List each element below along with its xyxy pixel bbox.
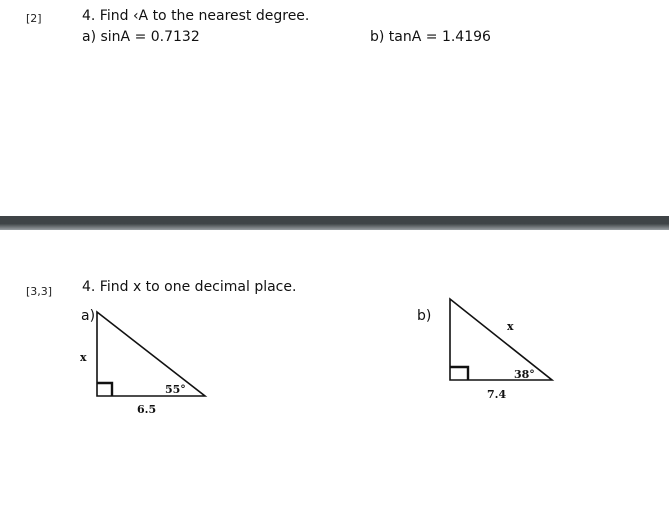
- marks-top: [2]: [26, 12, 42, 25]
- triangle-a-angle-label: 55°: [165, 383, 186, 396]
- triangle-a-side-label: x: [80, 351, 87, 364]
- part-b-tan: b) tanA = 1.4196: [370, 29, 491, 45]
- marks-bottom: [3,3]: [26, 285, 53, 298]
- triangle-a-base-label: 6.5: [137, 403, 157, 416]
- triangle-b-base-label: 7.4: [487, 388, 507, 401]
- triangle-b-angle-label: 38°: [514, 368, 535, 381]
- part-a-sin: a) sinA = 0.7132: [82, 29, 200, 45]
- triangle-b-side-label: x: [507, 320, 514, 333]
- question-find-x: 4. Find x to one decimal place.: [82, 279, 297, 295]
- part-b-label: b): [417, 308, 432, 324]
- right-angle-mark-b: [450, 367, 468, 380]
- question-find-angle: 4. Find ‹A to the nearest degree.: [82, 8, 310, 24]
- part-a-label: a): [81, 308, 96, 324]
